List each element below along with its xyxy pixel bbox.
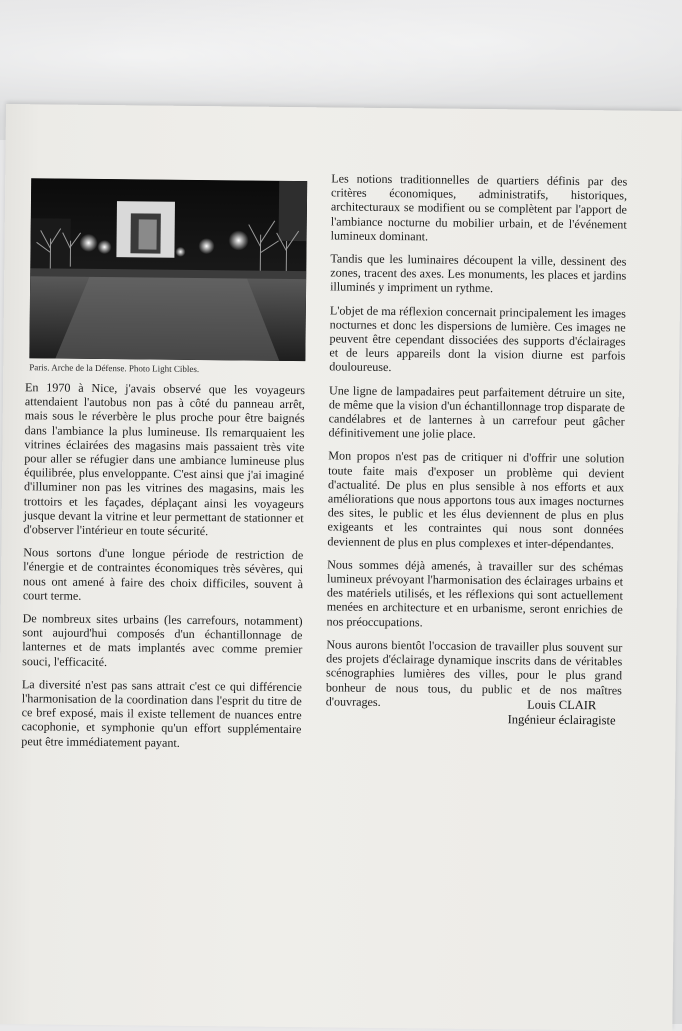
paragraph: Tandis que les luminaires découpent la ville, dessinent des zones, tracent des axes. Les monuments, les places et jardins illuminés y impriment un rythme.	[330, 251, 627, 296]
author-name: Louis CLAIR	[527, 697, 597, 713]
paragraph: Les notions traditionnelles de quartiers définis par des critères économiques, administratifs, historiques, architecturaux se modifient ou se complètent par l'apport de l'ambiance nocturne du mobilier urbain, et de l'événement lumineux dominant.	[330, 171, 628, 244]
right-column	[326, 171, 628, 720]
paragraph: La diversité n'est pas sans attrait c'est ce qui différencie l'harmonisation de la coordination dans l'esprit du titre de ce bref exposé, mais il existe tellement de nuances entre cacophonie, et symphonie qu'un effort supplémentaire peut être immédiatement payant.	[21, 677, 302, 750]
paragraph: Nous sortons d'une longue période de restriction de l'énergie et de contraintes économiques très sévères, qui nous ont amené à faire des choix difficiles, souvent à court terme.	[22, 545, 304, 603]
author-signature	[482, 697, 642, 729]
paragraph: Mon propos n'est pas de critiquer ni d'offrir une solution toute faite mais d'exposer un problème qui devient d'actualité. De plus en plus sensible à nos efforts et aux améliorations que nous apportons tous aux images nocturnes des sites, le public et les élus deviennent de plus en plus exigeants et les contraintes qui nous sont données deviennent de plus en plus complexes et inter-dépendantes.	[327, 448, 625, 552]
paragraph: Une ligne de lampadaires peut parfaitement détruire un site, de même que la vision d'un échantillonnage trop disparate de candélabres et de lanternes à un carrefour peut gâcher définitivement une jolie place.	[328, 383, 626, 442]
paragraph: Nous aurons bientôt l'occasion de travailler plus souvent sur des projets d'éclairage dynamique inscrits dans de véritables scénographies lumières des villes, pour le plus grand bonheur de nous tous, du public et de nos maîtres d'ouvrages.	[325, 637, 623, 709]
paragraph: En 1970 à Nice, j'avais observé que les voyageurs attendaient l'autobus non pas à côté du panneau arrêt, mais sous le réverbère le plus proche pour être baignés dans l'ambiance la plus lumineuse. Ils remarquaient les vitrines éclairées des magasins mais passaient très vite pour aller se réfugier dans une ambiance lumineuse plus équilibrée, plus enveloppante. C'est ainsi que j'ai imaginé d'illuminer non pas les vitrines des magasins, mais les trottoirs et les façades, déplaçant ainsi les voyageurs jusque devant la vitrine et leur permettant de stationner et d'observer l'intérieur en toute sécurité.	[23, 380, 306, 539]
paragraph: De nombreux sites urbains (les carrefours, notamment) sont aujourd'hui composés d'un échantillonnage de lanternes et de mats implantés avec comme premier souci, l'efficacité.	[22, 611, 303, 669]
paragraph: L'objet de ma réflexion concernait principalement les images nocturnes et donc les dispersions de lumière. Ces images ne peuvent être cependant dissociées des supports d'éclairages et de leurs appareils dont la vision diurne est parfois douloureuse.	[329, 303, 626, 375]
night-plaza-image	[29, 178, 307, 361]
left-column	[21, 380, 305, 760]
author-title: Ingénieur éclairagiste	[507, 712, 616, 728]
photo-caption: Paris. Arche de la Défense. Photo Light Cibles.	[29, 362, 200, 375]
photo-arche-de-la-defense	[29, 178, 307, 361]
paragraph: Nous sommes déjà amenés, à travailler sur des schémas lumineux prévoyant l'harmonisation des éclairages urbains et des matériels utilisés, et les réflexions qui sont actuellement menées en architecture et en urbanisme, seront enrichies de nos préoccupations.	[326, 557, 624, 630]
document-page	[0, 104, 682, 1031]
